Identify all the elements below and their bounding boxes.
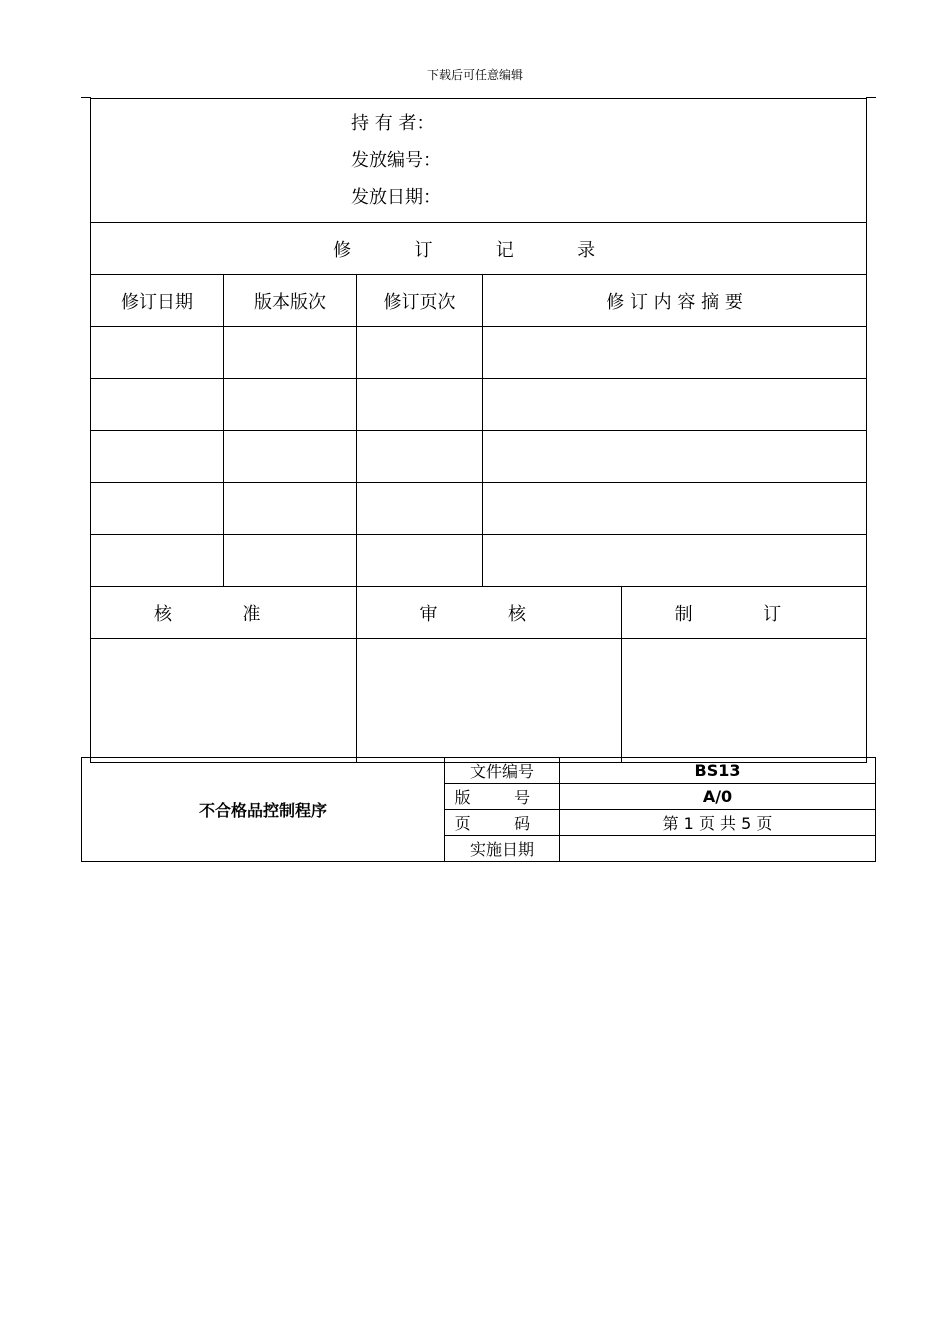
corner-tick-right xyxy=(866,97,876,98)
effective-date-value xyxy=(560,836,876,862)
col-header-pages: 修订页次 xyxy=(357,275,483,327)
cell-version xyxy=(224,483,357,535)
table-row xyxy=(91,431,867,483)
effective-date-label: 实施日期 xyxy=(445,836,560,862)
table-row xyxy=(91,483,867,535)
cell-pages xyxy=(357,431,483,483)
cell-version xyxy=(224,535,357,587)
holder-label: 持 有 者： xyxy=(351,113,435,134)
cell-date xyxy=(91,431,224,483)
col-header-version: 版本版次 xyxy=(224,275,357,327)
cell-pages xyxy=(357,379,483,431)
issue-date-label: 发放日期： xyxy=(351,187,441,208)
cell-date xyxy=(91,535,224,587)
version-label: 版 号 xyxy=(445,784,560,810)
cell-summary xyxy=(483,327,867,379)
title-block-table xyxy=(81,757,876,862)
review-signature-cell xyxy=(357,639,622,763)
cell-date xyxy=(91,379,224,431)
signoff-header-row xyxy=(91,587,867,639)
revision-form xyxy=(90,98,866,758)
cell-pages xyxy=(357,327,483,379)
doc-no-value: BS13 xyxy=(560,758,876,784)
approve-signature-cell xyxy=(91,639,357,763)
col-header-date: 修订日期 xyxy=(91,275,224,327)
cell-summary xyxy=(483,535,867,587)
signoff-row xyxy=(91,639,867,763)
cell-version xyxy=(224,431,357,483)
cell-summary xyxy=(483,379,867,431)
col-header-summary: 修 订 内 容 摘 要 xyxy=(483,275,867,327)
approve-label: 核 准 xyxy=(91,587,357,639)
table-row xyxy=(91,327,867,379)
page-value: 第 1 页 共 5 页 xyxy=(560,810,876,836)
doc-no-label: 文件编号 xyxy=(445,758,560,784)
cell-date xyxy=(91,483,224,535)
revision-table xyxy=(90,98,867,763)
header-note: 下载后可任意编辑 xyxy=(426,68,523,82)
version-value: A/0 xyxy=(560,784,876,810)
page-label: 页 码 xyxy=(445,810,560,836)
revision-title: 修 订 记 录 xyxy=(91,223,867,275)
cell-pages xyxy=(357,535,483,587)
cell-summary xyxy=(483,431,867,483)
title-block xyxy=(81,757,875,862)
table-row xyxy=(91,535,867,587)
prepare-signature-cell xyxy=(622,639,867,763)
holder-section xyxy=(91,99,867,223)
cell-version xyxy=(224,379,357,431)
revision-header-row xyxy=(91,275,867,327)
cell-date xyxy=(91,327,224,379)
review-label: 审 核 xyxy=(357,587,622,639)
cell-version xyxy=(224,327,357,379)
table-row xyxy=(91,379,867,431)
cell-pages xyxy=(357,483,483,535)
issue-no-label: 发放编号： xyxy=(351,150,441,171)
cell-summary xyxy=(483,483,867,535)
document-title: 不合格品控制程序 xyxy=(82,758,445,862)
prepare-label: 制 订 xyxy=(622,587,867,639)
